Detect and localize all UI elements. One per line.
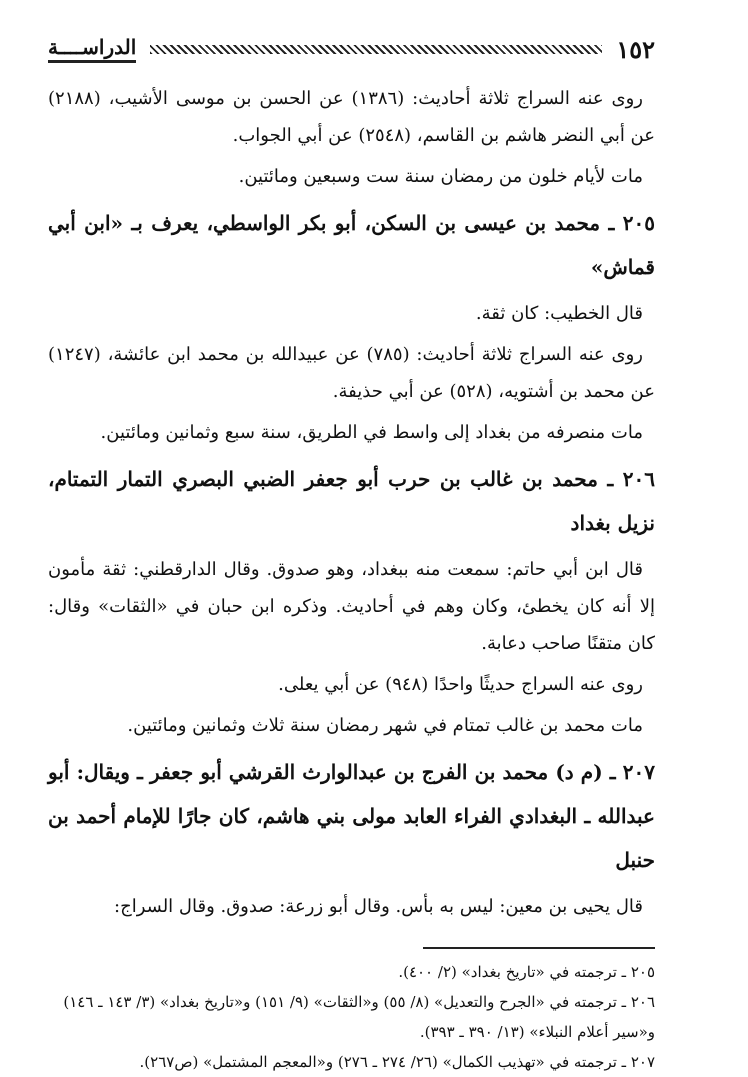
biography-heading: ٢٠٥ ـ محمد بن عيسى بن السكن، أبو بكر الواسطي، يعرف بـ «ابن أبي قماش» — [48, 211, 655, 279]
page-header — [48, 24, 655, 74]
paragraph: روى عنه السراج ثلاثة أحاديث: (٧٨٥) عن عبيدالله بن محمد ابن عائشة، (١٢٤٧) عن محمد بن أشتويه، (٥٢٨) عن أبي حذيفة. — [48, 344, 655, 402]
footnote-separator — [423, 947, 655, 949]
running-title-underline — [48, 60, 136, 63]
running-title — [48, 35, 136, 63]
paragraph: مات محمد بن غالب تمتام في شهر رمضان سنة ثلاث وثمانين ومائتين. — [127, 715, 643, 736]
running-title-text: الدراســــة — [48, 35, 137, 59]
paragraph: روى عنه السراج ثلاثة أحاديث: (١٣٨٦) عن الحسن بن موسى الأشيب، (٢١٨٨) عن أبي النضر هاشم بن القاسم، (٢٥٤٨) عن أبي الجواب. — [48, 88, 655, 146]
paragraph: قال الخطيب: كان ثقة. — [475, 303, 643, 324]
page-number: ١٥٢ — [616, 34, 655, 64]
footnote: ٢٠٦ ـ ترجمته في «الجرح والتعديل» (٨/ ٥٥) و«الثقات» (٩/ ١٥١) و«تاريخ بغداد» (٣/ ١٤٣ ـ ١٤٦) و«سير أعلام النبلاء» (١٣/ ٣٩٠ ـ ٣٩٣). — [63, 992, 655, 1041]
paragraph: مات منصرفه من بغداد إلى واسط في الطريق، سنة سبع وثمانين ومائتين. — [100, 422, 643, 443]
paragraph: قال ابن أبي حاتم: سمعت منه ببغداد، وهو صدوق. وقال الدارقطني: ثقة مأمون إلا أنه كان يخطئ، وكان وهم في أحاديث. وذكره ابن حبان في «الثقات» وقال: كان متقنًا صاحب دعابة. — [48, 559, 655, 654]
main-text — [48, 80, 655, 925]
footnote: ٢٠٥ ـ ترجمته في «تاريخ بغداد» (٢/ ٤٠٠). — [398, 962, 655, 981]
paragraph: روى عنه السراج حديثًا واحدًا (٩٤٨) عن أبي يعلى. — [278, 674, 643, 695]
paragraph: مات لأيام خلون من رمضان سنة ست وسبعين ومائتين. — [238, 166, 643, 187]
book-page — [48, 24, 655, 1077]
biography-heading: ٢٠٦ ـ محمد بن غالب بن حرب أبو جعفر الضبي البصري التمار التمتام، نزيل بغداد — [48, 467, 655, 535]
biography-heading: ٢٠٧ ـ (م د) محمد بن الفرج بن عبدالوارث القرشي أبو جعفر ـ ويقال: أبو عبدالله ـ البغدادي الفراء العابد مولى بني هاشم، كان جارًا للإمام أحمد بن حنبل — [48, 760, 655, 872]
header-ornament-rule — [150, 45, 602, 54]
footnote: ٢٠٧ ـ ترجمته في «تهذيب الكمال» (٢٦/ ٢٧٤ ـ ٢٧٦) و«المعجم المشتمل» (ص٢٦٧). — [139, 1052, 655, 1071]
footnotes — [48, 957, 655, 1077]
paragraph: قال يحيى بن معين: ليس به بأس. وقال أبو زرعة: صدوق. وقال السراج: — [114, 896, 643, 917]
